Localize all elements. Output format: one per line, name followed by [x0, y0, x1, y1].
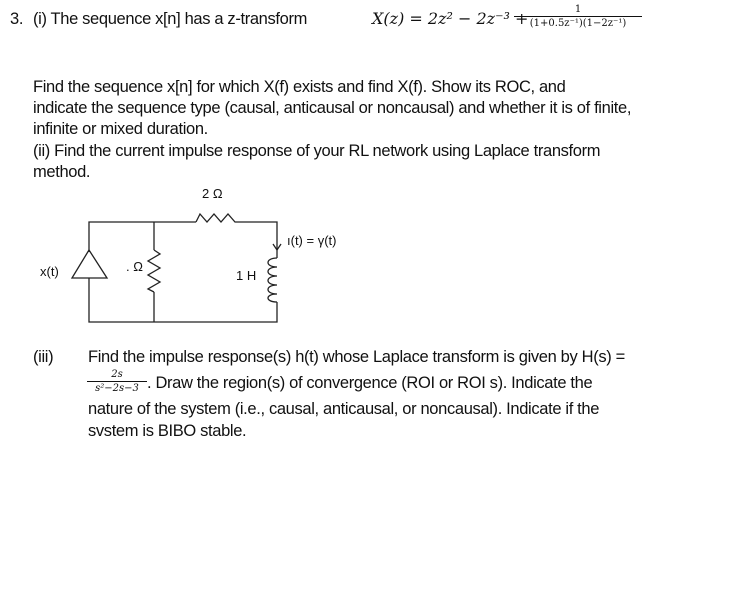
part-ii-text-line: method. [33, 163, 91, 181]
shunt-resistor-icon [148, 250, 160, 292]
part-iii-text-line: . Draw the region(s) of convergence (ROI or ROI s). Indicate the [147, 374, 593, 392]
fraction-denominator: (1+0.5z⁻¹)(1−2z⁻¹) [529, 18, 627, 29]
part-ii-text-line: (ii) Find the current impulse response of your RL network using Laplace transform [33, 142, 601, 160]
voltage-source-icon [72, 250, 107, 278]
fraction-bar [87, 381, 147, 382]
part-i-text-line: infinite or mixed duration. [33, 120, 208, 138]
fraction-numerator: 2s [111, 369, 123, 380]
shunt-resistor-label: . Ω [126, 259, 143, 274]
transfer-function-fraction [87, 369, 147, 394]
part-i-intro: (i) The sequence x[n] has a z-transform [33, 10, 308, 28]
part-i-text-line: indicate the sequence type (causal, anticausal or noncausal) and whether it is of finite, [33, 99, 632, 117]
part-iii-text-line: Find the impulse response(s) h(t) whose Laplace transform is given by H(s) = [88, 348, 625, 366]
inductor-icon [268, 258, 277, 302]
fraction-denominator: s²−2s−3 [95, 383, 139, 394]
question-number: 3. [10, 10, 24, 28]
part-iii-text-line: svstem is BIBO stable. [88, 422, 247, 440]
fraction-numerator: 1 [574, 4, 582, 15]
z-transform-equation: X(z) = 2z² − 2z⁻³ + [372, 9, 529, 28]
part-i-text-line: Find the sequence x[n] for which X(f) exists and find X(f). Show its ROC, and [33, 78, 566, 96]
inductor-label: 1 H [236, 268, 257, 283]
part-iii-label: (iii) [33, 348, 54, 366]
source-label: x(t) [40, 264, 59, 279]
resistor-2ohm-icon [196, 214, 238, 222]
current-label: ı(t) = γ(t) [287, 233, 337, 248]
part-iii-text-line: nature of the system (i.e., causal, anticausal, or noncausal). Indicate if the [88, 400, 600, 418]
top-resistor-label: 2 Ω [202, 186, 223, 201]
